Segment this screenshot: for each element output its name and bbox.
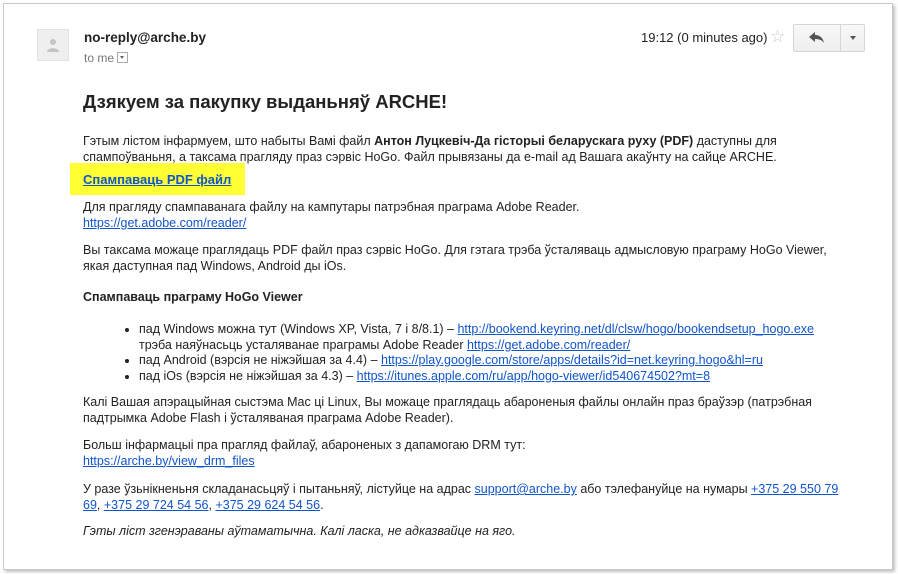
email-body <box>83 90 853 165</box>
adobe-paragraph <box>83 200 853 231</box>
file-name: Антон Луцкевіч-Да гісторыі беларускага руху (PDF) <box>374 134 694 148</box>
sender-name[interactable]: no-reply@arche.by <box>84 30 206 45</box>
android-link[interactable]: https://play.google.com/store/apps/details?id=net.keyring.hogo&hl=ru <box>381 353 763 367</box>
support-email-link[interactable]: support@arche.by <box>474 482 577 496</box>
recipient-line <box>84 51 128 65</box>
phone-link-3[interactable]: +375 29 624 54 56 <box>215 497 321 512</box>
android-text: пад Android (вэрсія не ніжэйшая за 4.4) – <box>139 353 381 367</box>
download-pdf-link[interactable]: Спампаваць PDF файл <box>83 172 232 187</box>
adobe-link-2[interactable]: https://get.adobe.com/reader/ <box>466 337 631 352</box>
email-title: Дзякуем за пакупку выданьняў ARCHE! <box>83 91 448 112</box>
to-me-label: to me <box>84 51 115 65</box>
support-text-2: або тэлефануйце на нумары <box>576 482 752 496</box>
hogo-heading: Спампаваць праграму HoGo Viewer <box>83 290 303 304</box>
drm-paragraph <box>83 438 853 469</box>
chevron-down-icon <box>850 36 856 40</box>
timestamp: 19:12 (0 minutes ago) <box>641 30 768 45</box>
adobe-link[interactable]: https://get.adobe.com/reader/ <box>83 215 247 230</box>
reply-arrow-icon <box>809 32 825 44</box>
drm-link[interactable]: https://arche.by/view_drm_files <box>83 453 255 468</box>
list-item <box>139 322 853 353</box>
drm-text: Больш інфармацыі пра прагляд файлаў, абароненых з дапамогаю DRM тут: <box>83 438 526 452</box>
intro-paragraph <box>83 134 853 165</box>
adobe-text: Для прагляду спампаванага файлу на кампутары патрэбная праграма Adobe Reader. <box>83 200 580 214</box>
person-icon <box>45 37 61 53</box>
list-item <box>139 353 853 369</box>
phone-link-1[interactable]: +375 29 550 79 69 <box>83 482 839 512</box>
avatar[interactable] <box>37 29 69 61</box>
intro-text: Гэтым лістом інфармуем, што набыты Вамі файл <box>83 134 375 148</box>
auto-note: Гэты ліст згенэраваны аўтаматычна. Калі ласка, не адказвайце на яго. <box>83 524 516 538</box>
more-options-button[interactable] <box>841 24 865 52</box>
phone-separator: , <box>208 497 216 512</box>
mac-paragraph <box>83 395 853 426</box>
star-icon[interactable]: ☆ <box>770 27 786 46</box>
ios-text: пад iOs (вэрсія не ніжэйшая за 4.3) – <box>139 368 357 383</box>
windows-note: трэба наяўнасьць усталяванае праграмы Adobe Reader <box>139 337 467 352</box>
sentence-end: . <box>320 497 324 512</box>
hogo-text: Вы таксама можаце праглядаць PDF файл праз сэрвіс HoGo. Для гэтага трэба ўсталяваць адмысловую праграму HoGo Viewer, якая даступная пад Windows, Android ды iOs. <box>83 243 827 273</box>
hogo-download-list <box>83 322 853 384</box>
windows-link[interactable]: http://bookend.keyring.net/dl/clsw/hogo/bookendsetup_hogo.exe <box>457 322 814 336</box>
list-item <box>139 369 853 385</box>
mac-text: Калі Вашая апэрацыйная сыстэма Mac ці Linux, Вы можаце праглядаць абароненыя файлы онлайн праз браўзэр (патрэбная падтрымка Adobe Flash і ўсталяваная праграма Adobe Reader). <box>83 395 812 425</box>
windows-text: пад Windows можна тут (Windows XP, Vista, 7 і 8/8.1) – <box>139 322 458 336</box>
phone-separator: , <box>96 497 104 512</box>
support-paragraph <box>83 482 853 513</box>
ios-link[interactable]: https://itunes.apple.com/ru/app/hogo-viewer/id540674502?mt=8 <box>356 368 711 383</box>
intro-text-2: даступны для спампоўваньня, а таксама прагляду праз сэрвіс HoGo. Файл прывязаны да e-mail ад Вашага акаўнту на сайце ARCHE. <box>83 134 777 164</box>
reply-button-group <box>793 24 865 52</box>
reply-button[interactable] <box>793 24 841 52</box>
support-text: У разе ўзьнікненьня складанасьцяў і пытаньняў, лістуйце на адрас <box>83 482 475 496</box>
phone-link-2[interactable]: +375 29 724 54 56 <box>103 497 209 512</box>
details-dropdown-icon[interactable] <box>117 52 128 63</box>
hogo-paragraph <box>83 243 853 274</box>
